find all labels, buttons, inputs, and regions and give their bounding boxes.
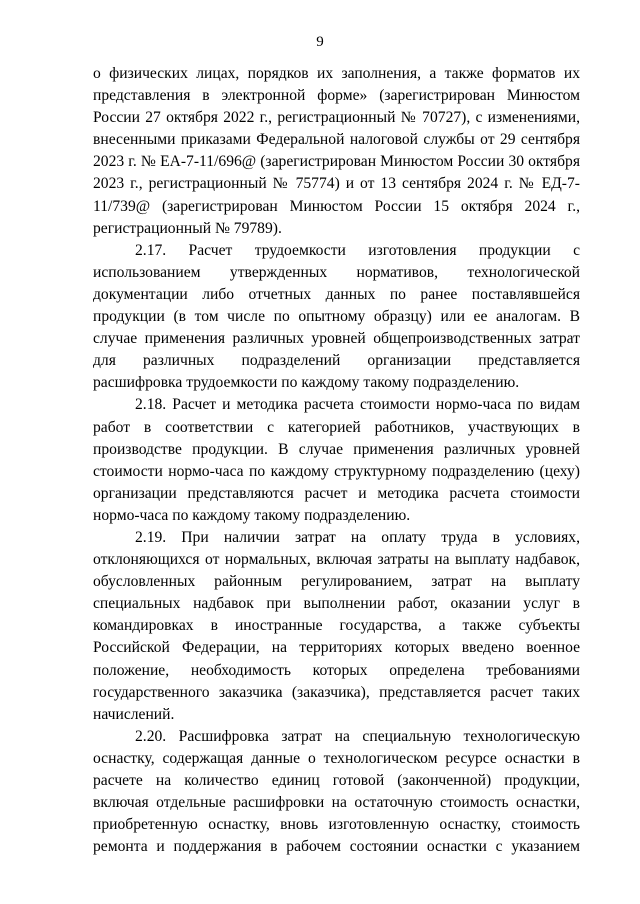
continuation-paragraph: о физических лицах, порядков их заполнения, а также форматов их представления в электронной форме» (зарегистрирован Минюстом России 27 октября 2022 г., регистрационный № 70727), с изменениями, внесенными приказами Федеральной налоговой службы от 29 сентября 2023 г. № ЕА-7-11/696@ (зарегистрирован Минюстом России 30 октября 2023 г., регистрационный № 75774) и от 13 сентября 2024 г. № ЕД-7-11/739@ (зарегистрирован Минюстом России 15 октября 2024 г., регистрационный № 79789). [93, 65, 580, 237]
paragraph-2-20: 2.20. Расшифровка затрат на специальную технологическую оснастку, содержащая данные о технологическом ресурсе оснастки в расчете на количество единиц готовой (законченной) продукции, включая отдельные расшифровки на остаточную стоимость оснастки, приобретенную оснастку, вновь изготовленную оснастку, стоимость ремонта и поддержания в рабочем состоянии оснастки с указанием [93, 727, 580, 856]
page-number: 9 [316, 34, 324, 50]
paragraph-2-18: 2.18. Расчет и методика расчета стоимости нормо-часа по видам работ в соответствии с категорией работников, участвующих в производстве продукции. В случае применения различных уровней стоимости нормо-часа по каждому структурному подразделению (цеху) организации представляются расчет и методика расчета стоимости нормо-часа по каждому такому подразделению. [93, 396, 580, 524]
paragraph-2-19: 2.19. При наличии затрат на оплату труда в условиях, отклоняющихся от нормальных, включая затраты на выплату надбавок, обусловленных районным регулированием, затрат на выплату специальных надбавок при выполнении работ, оказании услуг в командировках в иностранные государства, а также субъекты Российской Федерации, на территориях которых введено военное положение, необходимость которых определена требованиями государственного заказчика (заказчика), представляется расчет таких начислений. [93, 528, 580, 723]
paragraph-2-17: 2.17. Расчет трудоемкости изготовления продукции с использованием утвержденных нормативов, технологической документации либо отчетных данных по ранее поставлявшейся продукции (в том числе по опытному образцу) или ее аналогам. В случае применения различных уровней общепроизводственных затрат для различных подразделений организации представляется расшифровка трудоемкости по каждому такому подразделению. [93, 241, 580, 392]
document-body [93, 63, 580, 858]
